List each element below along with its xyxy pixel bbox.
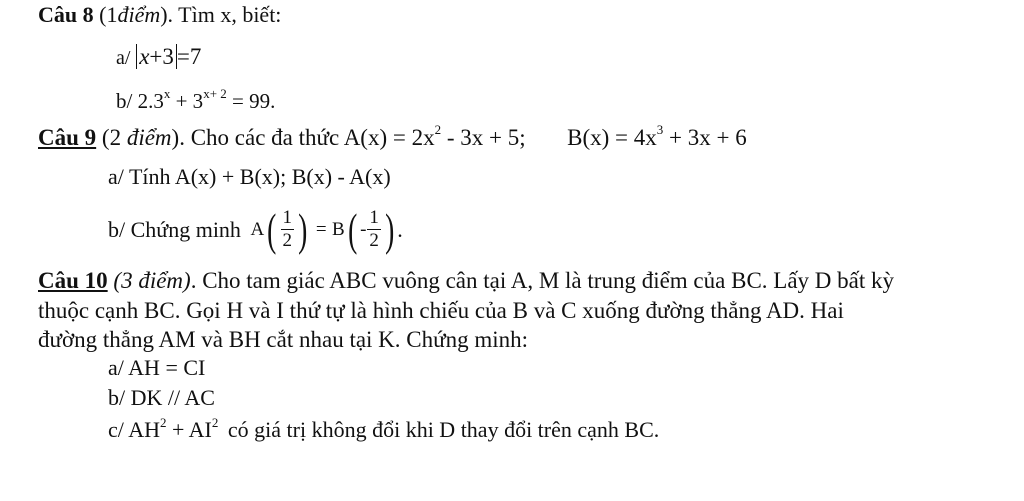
q9-right-paren-1: ) — [298, 203, 308, 255]
q10-line-3: đường thẳng AM và BH cắt nhau tại K. Chứng minh: — [38, 327, 529, 352]
q10-c-label: c/ — [108, 417, 124, 442]
q8-task: Tìm x, biết: — [173, 2, 282, 27]
q9-heading — [38, 122, 747, 151]
q9-minus: - — [360, 218, 367, 240]
q9-points: (2 điểm) — [101, 125, 180, 150]
q8-b-exp1: x — [163, 86, 171, 101]
q9-intro: . Cho các đa thức A(x) = 2x — [179, 125, 435, 150]
q8-a-rhs: =7 — [176, 44, 202, 69]
q10-line-1 — [38, 268, 894, 294]
q9-part-b — [108, 203, 403, 255]
q8-part-a — [116, 44, 201, 71]
q10-line-2: thuộc cạnh BC. Gọi H và I thứ tự là hình chiếu của B và C xuống đường thẳng AD. Hai — [38, 298, 844, 323]
q9-fraction-2 — [367, 207, 381, 252]
q8-a-abs-expr: x+3 — [136, 44, 177, 69]
q10-c-sq2: 2 — [211, 414, 219, 430]
q9-cube: 3 — [656, 122, 664, 138]
q10-c-rest: có giá trị không đổi khi D thay đổi trên cạnh BC. — [227, 417, 660, 442]
q9-part-a: a/ Tính A(x) + B(x); B(x) - A(x) — [108, 164, 391, 189]
q9-bx: B(x) = 4x — [567, 125, 657, 150]
q9-b-label: b/ Chứng minh — [108, 216, 241, 242]
q8-b-rhs: = 99. — [226, 89, 276, 113]
q8-b-part1: 2.3 — [137, 89, 164, 113]
q10-points: (3 điểm) — [113, 268, 191, 293]
q8-part-b — [116, 88, 275, 114]
q10-text-1: . Cho tam giác ABC vuông cân tại A, M là trung điểm của BC. Lấy D bất kỳ — [190, 268, 894, 293]
q9-left-paren-1: ( — [267, 203, 277, 255]
q10-c-sq1: 2 — [159, 414, 167, 430]
q10-c-plus: + AI — [171, 417, 212, 442]
q9-sq: 2 — [434, 122, 442, 138]
q9-frac1-den: 2 — [282, 230, 292, 252]
q10-part-b: b/ DK // AC — [108, 385, 215, 410]
q9-eq: = — [315, 218, 327, 240]
q8-title: Câu 8 — [38, 2, 94, 27]
q9-frac1-num: 1 — [282, 207, 292, 229]
q9-left-paren-2: ( — [347, 203, 357, 255]
q8-b-exp2: x+ 2 — [203, 86, 227, 101]
q9-B: B — [332, 218, 345, 240]
q8-a-label: a/ — [116, 47, 131, 69]
q10-part-c — [108, 414, 660, 443]
q9-fraction-1 — [281, 207, 295, 252]
q9-frac2-den: 2 — [369, 230, 379, 252]
q8-b-part2: + 3 — [170, 89, 204, 113]
q9-intro-rest: - 3x + 5; — [441, 125, 526, 150]
q9-end: . — [397, 216, 403, 242]
q8-heading — [38, 2, 281, 28]
q8-points: (1điểm). — [99, 2, 174, 27]
q10-title: Câu 10 — [38, 268, 108, 293]
q9-right-paren-2: ) — [384, 203, 395, 255]
q9-title: Câu 9 — [38, 125, 97, 150]
q9-bx-rest: + 3x + 6 — [663, 125, 747, 150]
q10-part-a: a/ AH = CI — [108, 355, 206, 380]
q9-A: A — [250, 218, 265, 240]
q8-b-label: b/ — [116, 89, 133, 113]
q10-c-ah: AH — [128, 417, 160, 442]
q9-frac2-num: 1 — [369, 207, 379, 229]
